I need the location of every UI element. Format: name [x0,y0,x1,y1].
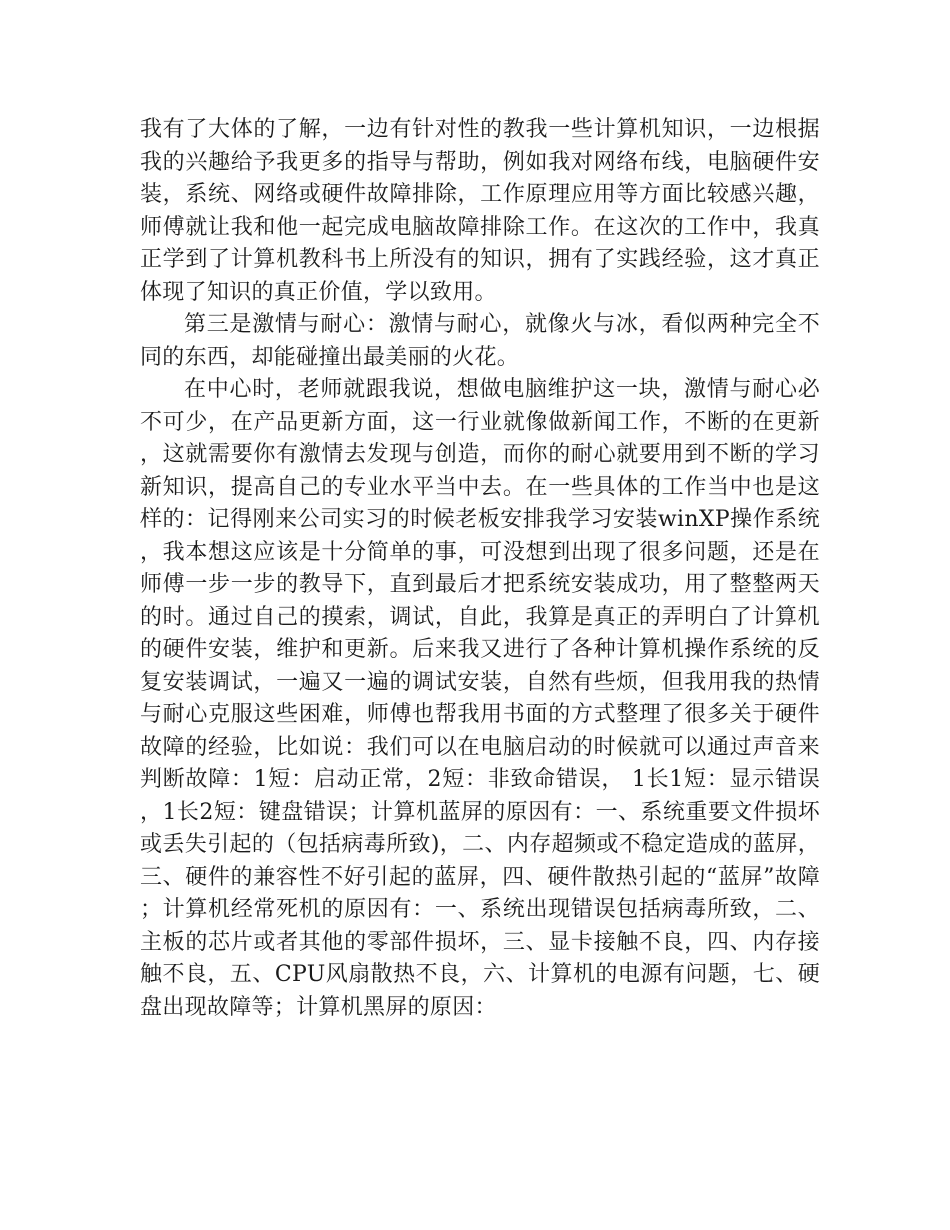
paragraph-3: 在中心时，老师就跟我说，想做电脑维护这一块，激情与耐心必不可少，在产品更新方面，这一行业就像做新闻工作，不断的在更新，这就需要你有激情去发现与创造，而你的耐心就要用到不断的学习新知识，提高自己的专业水平当中去。在一些具体的工作当中也是这样的：记得刚来公司实习的时候老板安排我学习安装winXP操作系统，我本想这应该是十分简单的事，可没想到出现了很多问题，还是在师傅一步一步的教导下，直到最后才把系统安装成功，用了整整两天的时。通过自己的摸索，调试，自此，我算是真正的弄明白了计算机的硬件安装，维护和更新。后来我又进行了各种计算机操作系统的反复安装调试，一遍又一遍的调试安装，自然有些烦，但我用我的热情与耐心克服这些困难，师傅也帮我用书面的方式整理了很多关于硬件故障的经验，比如说：我们可以在电脑启动的时候就可以通过声音来判断故障：1短：启动正常，2短：非致命错误， 1长1短：显示错误 ，1长2短：键盘错误；计算机蓝屏的原因有：一、系统重要文件损坏或丢失引起的（包括病毒所致)，二、内存超频或不稳定造成的蓝屏，三、硬件的兼容性不好引起的蓝屏，四、硬件散热引起的“蓝屏”故障；计算机经常死机的原因有：一、系统出现错误包括病毒所致，二、主板的芯片或者其他的零部件损坏，三、显卡接触不良，四、内存接触不良，五、CPU风扇散热不良，六、计算机的电源有问题，七、硬盘出现故障等；计算机黑屏的原因： [140,377,820,1020]
document-body [140,114,820,1024]
paragraph-2: 第三是激情与耐心：激情与耐心，就像火与冰，看似两种完全不同的东西，却能碰撞出最美丽的火花。 [140,312,820,370]
paragraph-1: 我有了大体的了解，一边有针对性的教我一些计算机知识，一边根据我的兴趣给予我更多的指导与帮助，例如我对网络布线，电脑硬件安装，系统、网络或硬件故障排除，工作原理应用等方面比较感兴趣，师傅就让我和他一起完成电脑故障排除工作。在这次的工作中，我真正学到了计算机教科书上所没有的知识，拥有了实践经验，这才真正体现了知识的真正价值，学以致用。 [140,117,820,305]
